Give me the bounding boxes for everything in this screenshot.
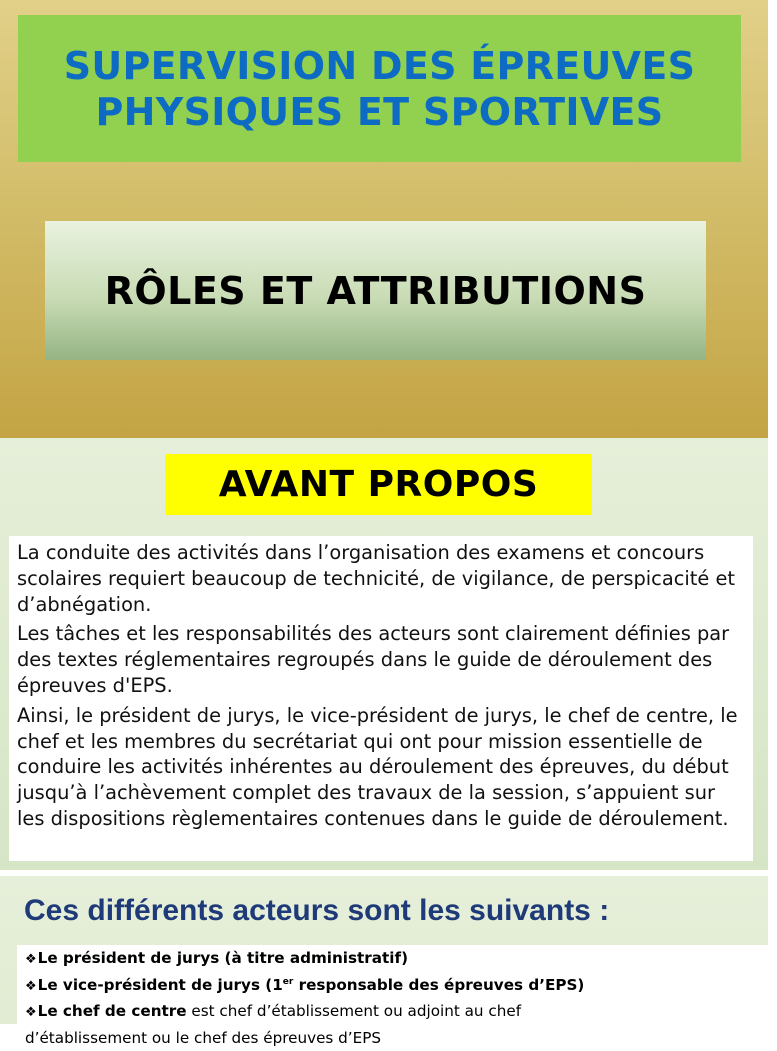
foreword-paragraph: La conduite des activités dans l’organisation des examens et concours scolaires requiert beaucoup de technicité, de vigilance, de perspicacité et d’abnégation. (17, 540, 745, 617)
actor-name-part: Le vice-président de jurys (1 (38, 976, 283, 994)
actors-heading: Ces différents acteurs sont les suivants : (24, 894, 609, 928)
list-item (25, 973, 777, 1000)
diamond-bullet-icon: ❖ (25, 952, 37, 967)
title-slide (0, 0, 768, 438)
actor-name (38, 976, 585, 994)
list-item (25, 946, 777, 973)
actor-description: d’établissement ou le chef des épreuves d’EPS (25, 1029, 381, 1047)
foreword-slide (0, 438, 768, 870)
actor-name: Le chef de centre (38, 1002, 187, 1020)
actors-slide (0, 876, 768, 1024)
actors-list (17, 945, 777, 1035)
actor-description: est chef d’établissement ou adjoint au chef (187, 1002, 522, 1020)
foreword-text-box (9, 536, 753, 861)
actor-name-part: responsable des épreuves d’EPS) (293, 976, 584, 994)
ordinal-suffix: er (283, 976, 294, 986)
diamond-bullet-icon: ❖ (25, 1005, 37, 1020)
title-line-2: PHYSIQUES ET SPORTIVES (96, 89, 664, 135)
diamond-bullet-icon: ❖ (25, 979, 37, 994)
subtitle-banner (45, 221, 706, 360)
list-item-continuation (25, 1026, 777, 1051)
foreword-paragraph: Les tâches et les responsabilités des acteurs sont clairement définies par des textes réglementaires regroupés dans le guide de déroulement des épreuves d'EPS. (17, 621, 745, 698)
title-line-1: SUPERVISION DES ÉPREUVES (64, 43, 696, 89)
actor-name: Le président de jurys (à titre administratif) (38, 949, 408, 967)
title-banner (18, 15, 741, 162)
foreword-paragraph: Ainsi, le président de jurys, le vice-président de jurys, le chef de centre, le chef et les membres du secrétariat qui ont pour mission essentielle de conduire les activités inhérentes au déroulement des épreuves, du début jusqu’à l’achèvement complet des travaux de la session, s’appuient sur les dispositions règlementaires contenues dans le guide de déroulement. (17, 703, 745, 832)
list-item (25, 999, 777, 1026)
foreword-heading-box (165, 454, 592, 515)
foreword-heading: AVANT PROPOS (219, 464, 539, 505)
subtitle: RÔLES ET ATTRIBUTIONS (105, 269, 647, 313)
